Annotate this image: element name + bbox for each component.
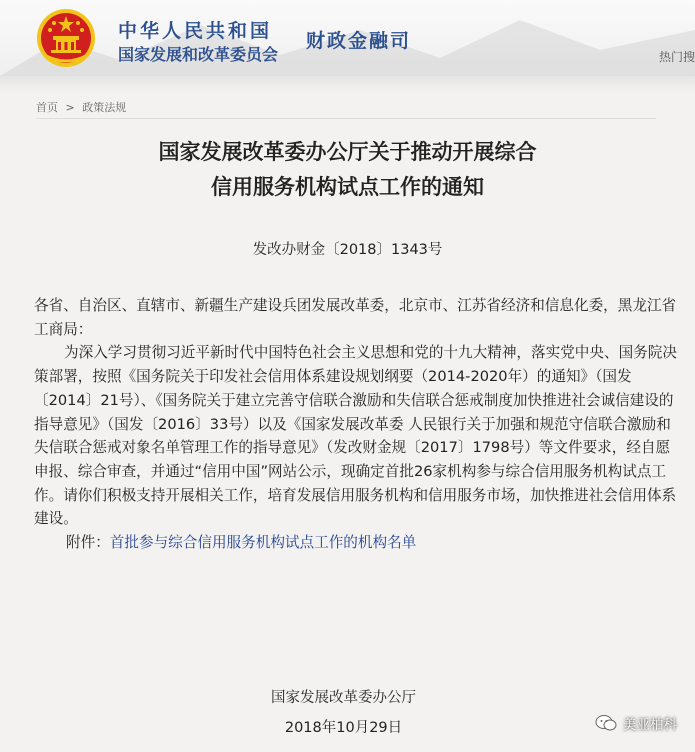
divider bbox=[36, 118, 656, 119]
watermark bbox=[595, 713, 677, 733]
attachment-label: 附件： bbox=[66, 534, 110, 552]
wechat-icon bbox=[595, 714, 617, 732]
breadcrumb-section-link[interactable]: 政策法规 bbox=[82, 101, 127, 114]
signature-org: 国家发展改革委办公厅 bbox=[271, 690, 416, 706]
document-number: 发改办财金〔2018〕1343号 bbox=[252, 242, 443, 258]
breadcrumb bbox=[36, 99, 126, 115]
org-name-line1: 中华人民共和国 bbox=[118, 20, 273, 42]
department-name: 财政金融司 bbox=[306, 30, 412, 52]
recipients-paragraph: 各省、自治区、直辖市、新疆生产建设兵团发展改革委，北京市、江苏省经济和信息化委，黑龙江省工商局： bbox=[34, 297, 677, 338]
attachment-link[interactable]: 首批参与综合信用服务机构试点工作的机构名单 bbox=[109, 534, 417, 552]
org-name-line2: 国家发展和改革委员会 bbox=[118, 45, 279, 64]
signature-date: 2018年10月29日 bbox=[284, 720, 403, 736]
breadcrumb-home-link[interactable]: 首页 bbox=[36, 101, 58, 114]
attachment-line bbox=[34, 531, 684, 555]
page-title-line2: 信用服务机构试点工作的通知 bbox=[211, 175, 484, 199]
page-title-line1: 国家发展改革委办公厅关于推动开展综合 bbox=[158, 140, 537, 164]
main-paragraph: 为深入学习贯彻习近平新时代中国特色社会主义思想和党的十九大精神，落实党中央、国务院决策部署，按照《国务院关于印发社会信用体系建设规划纲要（2014-2020年）的通知》（国发〔2014〕21号）、《国务院关于建立完善守信联合激励和失信联合惩戒制度加快推进社会诚信建设的指导意见》（国发〔2016〕33号）以及《国家发展改革委 人民银行关于加强和规范守信联合激励和失信联合惩戒对象名单管理工作的指导意见》（发改财金规〔2017〕1798号）等文件要求，经自愿申报、综合审查，并通过“信用中国”网站公示，现确定首批26家机构参与综合信用服务机构试点工作。请你们积极支持开展相关工作，培育发展信用服务机构和信用服务市场，加快推进社会信用体系建设。 bbox=[34, 344, 677, 528]
document-body bbox=[34, 294, 684, 555]
site-header bbox=[0, 0, 695, 76]
national-emblem-icon[interactable] bbox=[36, 8, 96, 68]
nav-band bbox=[0, 76, 695, 94]
hot-search-link[interactable]: 热门搜 bbox=[658, 50, 695, 64]
watermark-text: 美亚柏科 bbox=[623, 717, 677, 733]
breadcrumb-separator: > bbox=[65, 101, 75, 114]
